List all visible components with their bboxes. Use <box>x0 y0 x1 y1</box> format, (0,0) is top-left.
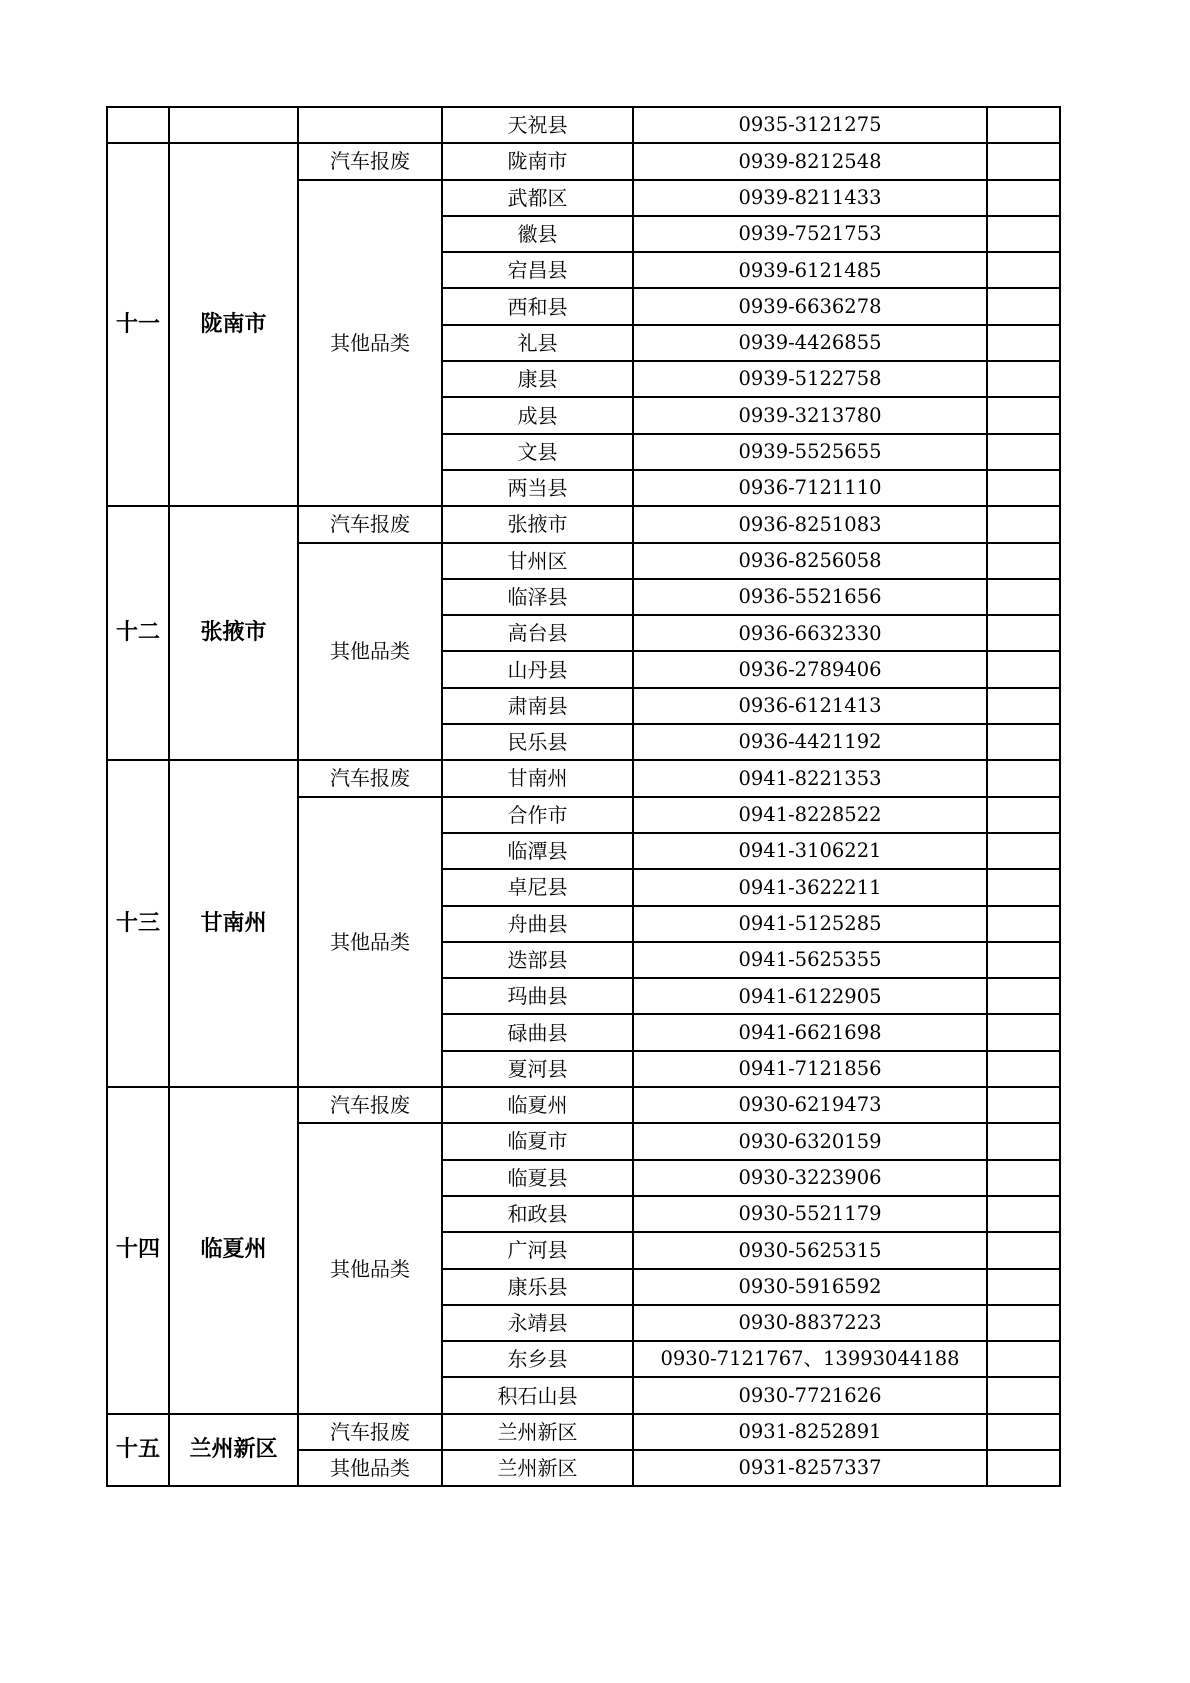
county-cell: 甘南州 <box>442 760 633 796</box>
remark-cell <box>987 1269 1060 1305</box>
group-index-cell: 十二 <box>107 506 169 760</box>
county-cell: 临夏县 <box>442 1160 633 1196</box>
remark-cell <box>987 797 1060 833</box>
phone-cell: 0941-5625355 <box>633 942 987 978</box>
phone-cell: 0936-6121413 <box>633 688 987 724</box>
remark-cell <box>987 906 1060 942</box>
phone-cell: 0930-5625315 <box>633 1232 987 1268</box>
category-cell: 汽车报废 <box>298 506 442 542</box>
county-cell: 永靖县 <box>442 1305 633 1341</box>
county-cell: 临潭县 <box>442 833 633 869</box>
phone-cell: 0941-5125285 <box>633 906 987 942</box>
group-index-cell: 十四 <box>107 1087 169 1414</box>
remark-cell <box>987 1414 1060 1450</box>
group-index-cell: 十三 <box>107 760 169 1087</box>
phone-cell: 0939-3213780 <box>633 397 987 433</box>
county-cell: 迭部县 <box>442 942 633 978</box>
group-index-cell: 十五 <box>107 1414 169 1487</box>
category-cell: 其他品类 <box>298 1123 442 1413</box>
phone-cell: 0930-7121767、13993044188 <box>633 1341 987 1377</box>
remark-cell <box>987 180 1060 216</box>
remark-cell <box>987 1087 1060 1123</box>
phone-cell: 0930-5521179 <box>633 1196 987 1232</box>
remark-cell <box>987 1232 1060 1268</box>
phone-cell: 0941-3622211 <box>633 869 987 905</box>
remark-cell <box>987 1341 1060 1377</box>
phone-cell: 0931-8252891 <box>633 1414 987 1450</box>
phone-cell: 0939-6121485 <box>633 252 987 288</box>
remark-cell <box>987 107 1060 143</box>
county-cell: 肃南县 <box>442 688 633 724</box>
county-cell: 礼县 <box>442 325 633 361</box>
county-cell: 文县 <box>442 434 633 470</box>
group-index-cell <box>107 107 169 143</box>
phone-cell: 0930-6320159 <box>633 1123 987 1159</box>
category-cell: 其他品类 <box>298 543 442 761</box>
table-row <box>107 760 1060 796</box>
remark-cell <box>987 434 1060 470</box>
phone-cell: 0939-7521753 <box>633 216 987 252</box>
county-cell: 广河县 <box>442 1232 633 1268</box>
category-cell: 汽车报废 <box>298 760 442 796</box>
county-cell: 高台县 <box>442 615 633 651</box>
county-cell: 两当县 <box>442 470 633 506</box>
category-cell: 汽车报废 <box>298 1087 442 1123</box>
city-cell: 临夏州 <box>169 1087 298 1414</box>
city-cell: 陇南市 <box>169 143 298 506</box>
city-cell: 兰州新区 <box>169 1414 298 1487</box>
remark-cell <box>987 1014 1060 1050</box>
remark-cell <box>987 942 1060 978</box>
table-row <box>107 143 1060 179</box>
city-cell: 张掖市 <box>169 506 298 760</box>
remark-cell <box>987 397 1060 433</box>
county-cell: 康县 <box>442 361 633 397</box>
remark-cell <box>987 615 1060 651</box>
category-cell: 其他品类 <box>298 797 442 1087</box>
county-cell: 舟曲县 <box>442 906 633 942</box>
table-row <box>107 1414 1060 1450</box>
remark-cell <box>987 216 1060 252</box>
remark-cell <box>987 688 1060 724</box>
county-cell: 兰州新区 <box>442 1414 633 1450</box>
county-cell: 康乐县 <box>442 1269 633 1305</box>
county-cell: 东乡县 <box>442 1341 633 1377</box>
remark-cell <box>987 470 1060 506</box>
phone-cell: 0936-5521656 <box>633 579 987 615</box>
city-cell <box>169 107 298 143</box>
remark-cell <box>987 543 1060 579</box>
county-cell: 西和县 <box>442 288 633 324</box>
county-cell: 徽县 <box>442 216 633 252</box>
phone-cell: 0939-5122758 <box>633 361 987 397</box>
remark-cell <box>987 724 1060 760</box>
table-row <box>107 107 1060 143</box>
remark-cell <box>987 651 1060 687</box>
county-cell: 兰州新区 <box>442 1450 633 1486</box>
county-cell: 民乐县 <box>442 724 633 760</box>
phone-cell: 0939-8211433 <box>633 180 987 216</box>
remark-cell <box>987 833 1060 869</box>
county-cell: 天祝县 <box>442 107 633 143</box>
county-cell: 碌曲县 <box>442 1014 633 1050</box>
phone-cell: 0936-8251083 <box>633 506 987 542</box>
county-cell: 夏河县 <box>442 1051 633 1087</box>
table-row <box>107 1087 1060 1123</box>
county-cell: 甘州区 <box>442 543 633 579</box>
phone-cell: 0936-4421192 <box>633 724 987 760</box>
phone-cell: 0936-2789406 <box>633 651 987 687</box>
category-cell: 其他品类 <box>298 180 442 507</box>
category-cell: 汽车报废 <box>298 143 442 179</box>
remark-cell <box>987 143 1060 179</box>
county-cell: 和政县 <box>442 1196 633 1232</box>
county-cell: 武都区 <box>442 180 633 216</box>
phone-cell: 0939-8212548 <box>633 143 987 179</box>
phone-cell: 0939-6636278 <box>633 288 987 324</box>
phone-cell: 0930-7721626 <box>633 1377 987 1413</box>
phone-cell: 0941-7121856 <box>633 1051 987 1087</box>
phone-cell: 0941-6621698 <box>633 1014 987 1050</box>
remark-cell <box>987 1305 1060 1341</box>
remark-cell <box>987 1160 1060 1196</box>
city-cell: 甘南州 <box>169 760 298 1087</box>
county-cell: 临泽县 <box>442 579 633 615</box>
remark-cell <box>987 1123 1060 1159</box>
phone-cell: 0936-7121110 <box>633 470 987 506</box>
remark-cell <box>987 506 1060 542</box>
county-cell: 宕昌县 <box>442 252 633 288</box>
remark-cell <box>987 760 1060 796</box>
category-cell: 其他品类 <box>298 1450 442 1486</box>
remark-cell <box>987 869 1060 905</box>
recycling-contact-table <box>106 106 1061 1487</box>
county-cell: 合作市 <box>442 797 633 833</box>
county-cell: 积石山县 <box>442 1377 633 1413</box>
county-cell: 成县 <box>442 397 633 433</box>
remark-cell <box>987 1051 1060 1087</box>
remark-cell <box>987 1450 1060 1486</box>
phone-cell: 0936-8256058 <box>633 543 987 579</box>
phone-cell: 0935-3121275 <box>633 107 987 143</box>
remark-cell <box>987 1377 1060 1413</box>
phone-cell: 0930-3223906 <box>633 1160 987 1196</box>
phone-cell: 0941-8228522 <box>633 797 987 833</box>
remark-cell <box>987 325 1060 361</box>
group-index-cell: 十一 <box>107 143 169 506</box>
phone-cell: 0939-5525655 <box>633 434 987 470</box>
remark-cell <box>987 288 1060 324</box>
phone-cell: 0930-8837223 <box>633 1305 987 1341</box>
phone-cell: 0930-5916592 <box>633 1269 987 1305</box>
table-row <box>107 506 1060 542</box>
county-cell: 山丹县 <box>442 651 633 687</box>
category-cell: 汽车报废 <box>298 1414 442 1450</box>
phone-cell: 0941-3106221 <box>633 833 987 869</box>
phone-cell: 0930-6219473 <box>633 1087 987 1123</box>
phone-cell: 0941-8221353 <box>633 760 987 796</box>
county-cell: 陇南市 <box>442 143 633 179</box>
category-cell <box>298 107 442 143</box>
phone-cell: 0939-4426855 <box>633 325 987 361</box>
county-cell: 临夏市 <box>442 1123 633 1159</box>
remark-cell <box>987 978 1060 1014</box>
county-cell: 卓尼县 <box>442 869 633 905</box>
county-cell: 临夏州 <box>442 1087 633 1123</box>
phone-cell: 0941-6122905 <box>633 978 987 1014</box>
county-cell: 玛曲县 <box>442 978 633 1014</box>
remark-cell <box>987 361 1060 397</box>
remark-cell <box>987 252 1060 288</box>
remark-cell <box>987 579 1060 615</box>
phone-cell: 0931-8257337 <box>633 1450 987 1486</box>
county-cell: 张掖市 <box>442 506 633 542</box>
remark-cell <box>987 1196 1060 1232</box>
phone-cell: 0936-6632330 <box>633 615 987 651</box>
